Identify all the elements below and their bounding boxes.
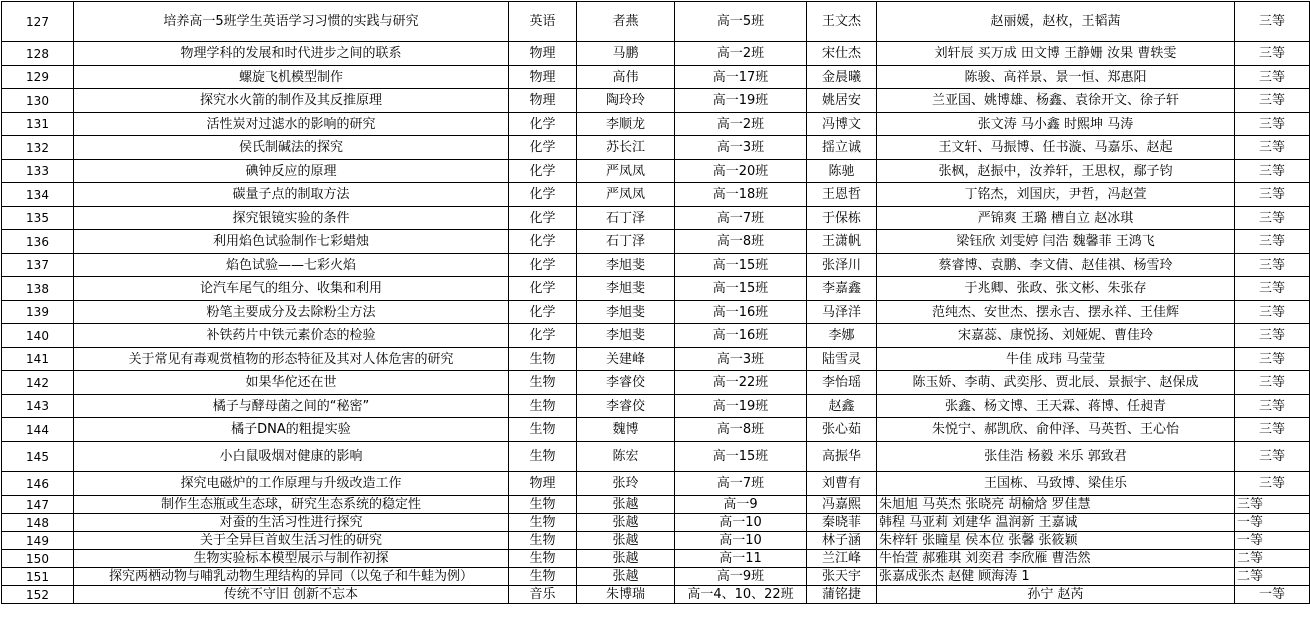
cell-subject: 化学 (509, 230, 577, 254)
table-row (2, 472, 1310, 496)
table-row (2, 42, 1310, 66)
cell-award: 三等 (1235, 113, 1310, 136)
cell-award: 三等 (1235, 277, 1310, 301)
cell-title: 侯氏制碱法的探究 (74, 136, 509, 160)
cell-members: 丁铭杰，刘国庆，尹哲，冯赵萱 (877, 183, 1235, 207)
cell-members: 范纯杰、安世杰、摆永吉、摆永祥、王佳辉 (877, 301, 1235, 324)
cell-subject: 生物 (509, 371, 577, 395)
cell-title: 橘子DNA的粗提实验 (74, 418, 509, 442)
cell-teacher: 张越 (577, 532, 675, 550)
cell-teacher: 苏长江 (577, 136, 675, 160)
cell-award: 三等 (1235, 254, 1310, 277)
cell-leader: 秦晓菲 (807, 514, 877, 532)
cell-subject: 生物 (509, 395, 577, 418)
cell-members: 张佳浩 杨毅 米乐 郭致君 (877, 442, 1235, 472)
cell-title: 探究电磁炉的工作原理与升级改造工作 (74, 472, 509, 496)
cell-leader: 姚居安 (807, 89, 877, 113)
cell-class: 高一22班 (675, 371, 807, 395)
cell-award: 三等 (1235, 183, 1310, 207)
cell-teacher: 严凤凤 (577, 183, 675, 207)
cell-leader: 王文杰 (807, 2, 877, 42)
cell-title: 活性炭对过滤水的影响的研究 (74, 113, 509, 136)
cell-subject: 音乐 (509, 586, 577, 604)
cell-teacher: 李顺龙 (577, 113, 675, 136)
cell-leader: 于保栋 (807, 207, 877, 230)
cell-award: 三等 (1235, 348, 1310, 371)
cell-no: 143 (2, 395, 74, 418)
cell-members: 朱梓轩 张瞳星 侯本位 张馨 张筱颖 (877, 532, 1235, 550)
cell-leader: 揺立诚 (807, 136, 877, 160)
cell-subject: 化学 (509, 301, 577, 324)
cell-teacher: 者燕 (577, 2, 675, 42)
table-row (2, 277, 1310, 301)
cell-leader: 兰江峰 (807, 550, 877, 568)
cell-teacher: 高伟 (577, 66, 675, 89)
cell-subject: 生物 (509, 514, 577, 532)
table-row (2, 2, 1310, 42)
cell-no: 136 (2, 230, 74, 254)
cell-no: 151 (2, 568, 74, 586)
cell-leader: 冯嘉熙 (807, 496, 877, 514)
cell-title: 碳量子点的制取方法 (74, 183, 509, 207)
cell-no: 127 (2, 2, 74, 42)
cell-title: 论汽车尾气的组分、收集和利用 (74, 277, 509, 301)
cell-teacher: 陶玲玲 (577, 89, 675, 113)
cell-teacher: 李睿佼 (577, 395, 675, 418)
cell-class: 高一9 (675, 496, 807, 514)
cell-members: 张鑫、杨文博、王天霖、蒋博、任昶青 (877, 395, 1235, 418)
cell-teacher: 朱博瑞 (577, 586, 675, 604)
cell-leader: 高振华 (807, 442, 877, 472)
cell-class: 高一3班 (675, 348, 807, 371)
cell-members: 刘轩辰 买万成 田文博 王静姗 汝果 曹轶雯 (877, 42, 1235, 66)
cell-class: 高一19班 (675, 395, 807, 418)
cell-members: 孙宁 赵芮 (877, 586, 1235, 604)
cell-members: 陈玉娇、李萌、武奕彤、贾北辰、景振宇、赵保成 (877, 371, 1235, 395)
cell-award: 三等 (1235, 472, 1310, 496)
cell-subject: 英语 (509, 2, 577, 42)
cell-teacher: 石丁泽 (577, 207, 675, 230)
cell-subject: 物理 (509, 472, 577, 496)
cell-subject: 生物 (509, 568, 577, 586)
table-body (2, 2, 1310, 604)
cell-leader: 刘曹有 (807, 472, 877, 496)
cell-no: 132 (2, 136, 74, 160)
cell-members: 张枫，赵振中，汝养轩，王思权，鄢子钧 (877, 160, 1235, 183)
cell-members: 张嘉成张杰 赵健 顾海涛 1 (877, 568, 1235, 586)
cell-award: 二等 (1235, 568, 1310, 586)
table-row (2, 496, 1310, 514)
cell-title: 螺旋飞机模型制作 (74, 66, 509, 89)
cell-teacher: 李旭斐 (577, 324, 675, 348)
cell-title: 小白鼠吸烟对健康的影响 (74, 442, 509, 472)
cell-class: 高一8班 (675, 418, 807, 442)
table-row (2, 418, 1310, 442)
cell-award: 三等 (1235, 230, 1310, 254)
cell-award: 三等 (1235, 160, 1310, 183)
cell-no: 145 (2, 442, 74, 472)
cell-award: 三等 (1235, 301, 1310, 324)
cell-members: 朱旭旭 马英杰 张晓亮 胡榆焓 罗佳慧 (877, 496, 1235, 514)
cell-no: 150 (2, 550, 74, 568)
table-row (2, 183, 1310, 207)
cell-award: 三等 (1235, 136, 1310, 160)
cell-title: 物理学科的发展和时代进步之间的联系 (74, 42, 509, 66)
cell-members: 张文涛 马小鑫 时熙坤 马涛 (877, 113, 1235, 136)
cell-title: 培养高一5班学生英语学习习惯的实践与研究 (74, 2, 509, 42)
cell-teacher: 张越 (577, 496, 675, 514)
cell-class: 高一16班 (675, 324, 807, 348)
cell-members: 赵丽媛，赵枚，王韬茜 (877, 2, 1235, 42)
cell-teacher: 张越 (577, 514, 675, 532)
cell-award: 三等 (1235, 89, 1310, 113)
cell-members: 宋嘉蕊、康悦扬、刘娅妮、曹佳玲 (877, 324, 1235, 348)
cell-subject: 化学 (509, 207, 577, 230)
cell-title: 补铁药片中铁元素价态的检验 (74, 324, 509, 348)
cell-no: 131 (2, 113, 74, 136)
table-row (2, 371, 1310, 395)
cell-award: 三等 (1235, 418, 1310, 442)
cell-class: 高一16班 (675, 301, 807, 324)
cell-no: 142 (2, 371, 74, 395)
cell-class: 高一7班 (675, 472, 807, 496)
cell-class: 高一11 (675, 550, 807, 568)
cell-members: 王文轩、马振博、任书漩、马嘉乐、赵起 (877, 136, 1235, 160)
cell-subject: 生物 (509, 348, 577, 371)
cell-members: 陈骏、高祥景、景一恒、郑惠阳 (877, 66, 1235, 89)
cell-class: 高一10 (675, 514, 807, 532)
cell-members: 朱悦宁、郝凯欣、俞仲泽、马英哲、王心怡 (877, 418, 1235, 442)
cell-title: 碘钟反应的原理 (74, 160, 509, 183)
cell-leader: 李怡瑶 (807, 371, 877, 395)
cell-subject: 化学 (509, 324, 577, 348)
cell-award: 三等 (1235, 324, 1310, 348)
cell-title: 对蚕的生活习性进行探究 (74, 514, 509, 532)
cell-title: 制作生态瓶或生态球，研究生态系统的稳定性 (74, 496, 509, 514)
cell-teacher: 李睿佼 (577, 371, 675, 395)
cell-teacher: 关建峰 (577, 348, 675, 371)
cell-subject: 化学 (509, 160, 577, 183)
cell-leader: 李嘉鑫 (807, 277, 877, 301)
cell-title: 焰色试验——七彩火焰 (74, 254, 509, 277)
table-row (2, 532, 1310, 550)
cell-title: 橘子与酵母菌之间的“秘密” (74, 395, 509, 418)
cell-no: 141 (2, 348, 74, 371)
cell-teacher: 张玲 (577, 472, 675, 496)
table-row (2, 136, 1310, 160)
cell-class: 高一19班 (675, 89, 807, 113)
cell-award: 二等 (1235, 550, 1310, 568)
cell-no: 152 (2, 586, 74, 604)
table-row (2, 586, 1310, 604)
cell-title: 探究水火箭的制作及其反推原理 (74, 89, 509, 113)
cell-subject: 化学 (509, 136, 577, 160)
table-row (2, 207, 1310, 230)
cell-title: 传统不守旧 创新不忘本 (74, 586, 509, 604)
cell-award: 三等 (1235, 66, 1310, 89)
cell-members: 牛佳 成玮 马莹莹 (877, 348, 1235, 371)
cell-members: 于兆卿、张政、张文彬、朱张存 (877, 277, 1235, 301)
cell-title: 关于全异巨首蚁生活习性的研究 (74, 532, 509, 550)
cell-members: 王国栋、马致博、梁佳乐 (877, 472, 1235, 496)
cell-leader: 冯博文 (807, 113, 877, 136)
table-row (2, 324, 1310, 348)
cell-no: 130 (2, 89, 74, 113)
cell-subject: 生物 (509, 418, 577, 442)
cell-teacher: 魏博 (577, 418, 675, 442)
cell-teacher: 张越 (577, 568, 675, 586)
cell-subject: 生物 (509, 550, 577, 568)
cell-teacher: 马鹏 (577, 42, 675, 66)
cell-title: 关于常见有毒观赏植物的形态特征及其对人体危害的研究 (74, 348, 509, 371)
cell-award: 三等 (1235, 496, 1310, 514)
cell-no: 144 (2, 418, 74, 442)
cell-class: 高一8班 (675, 230, 807, 254)
cell-title: 探究两栖动物与哺乳动物生理结构的异同（以兔子和牛蛙为例） (74, 568, 509, 586)
table-row (2, 395, 1310, 418)
cell-class: 高一17班 (675, 66, 807, 89)
cell-leader: 马泽洋 (807, 301, 877, 324)
cell-teacher: 陈宏 (577, 442, 675, 472)
table-row (2, 230, 1310, 254)
cell-members: 梁钰欣 刘雯婷 闫浩 魏馨菲 王鸿飞 (877, 230, 1235, 254)
cell-title: 利用焰色试验制作七彩蜡烛 (74, 230, 509, 254)
cell-subject: 生物 (509, 532, 577, 550)
cell-no: 146 (2, 472, 74, 496)
cell-no: 140 (2, 324, 74, 348)
cell-class: 高一7班 (675, 207, 807, 230)
cell-teacher: 严凤凤 (577, 160, 675, 183)
table-row (2, 442, 1310, 472)
cell-award: 三等 (1235, 42, 1310, 66)
cell-teacher: 石丁泽 (577, 230, 675, 254)
table-row (2, 66, 1310, 89)
cell-subject: 物理 (509, 89, 577, 113)
cell-class: 高一15班 (675, 442, 807, 472)
cell-no: 139 (2, 301, 74, 324)
cell-members: 严锦爽 王璐 槽自立 赵冰琪 (877, 207, 1235, 230)
cell-no: 148 (2, 514, 74, 532)
cell-leader: 蒲铭捷 (807, 586, 877, 604)
cell-leader: 宋仕杰 (807, 42, 877, 66)
table-row (2, 160, 1310, 183)
cell-subject: 生物 (509, 496, 577, 514)
cell-leader: 王恩哲 (807, 183, 877, 207)
table-row (2, 514, 1310, 532)
cell-award: 三等 (1235, 395, 1310, 418)
cell-class: 高一2班 (675, 113, 807, 136)
cell-no: 129 (2, 66, 74, 89)
cell-no: 134 (2, 183, 74, 207)
cell-members: 韩程 马亚莉 刘建华 温润新 王嘉诚 (877, 514, 1235, 532)
cell-leader: 张天宇 (807, 568, 877, 586)
cell-title: 生物实验标本模型展示与制作初探 (74, 550, 509, 568)
table-row (2, 568, 1310, 586)
cell-teacher: 李旭斐 (577, 301, 675, 324)
cell-leader: 陆雪灵 (807, 348, 877, 371)
cell-subject: 物理 (509, 66, 577, 89)
cell-no: 149 (2, 532, 74, 550)
cell-award: 三等 (1235, 207, 1310, 230)
cell-leader: 张心茹 (807, 418, 877, 442)
cell-leader: 陈驰 (807, 160, 877, 183)
cell-no: 137 (2, 254, 74, 277)
table-row (2, 89, 1310, 113)
cell-class: 高一18班 (675, 183, 807, 207)
cell-members: 牛怡萱 郝雅琪 刘奕君 李欣雁 曹浩然 (877, 550, 1235, 568)
cell-no: 133 (2, 160, 74, 183)
cell-class: 高一2班 (675, 42, 807, 66)
cell-teacher: 张越 (577, 550, 675, 568)
cell-no: 147 (2, 496, 74, 514)
cell-leader: 王潇帆 (807, 230, 877, 254)
cell-leader: 李娜 (807, 324, 877, 348)
cell-subject: 化学 (509, 277, 577, 301)
table-row (2, 550, 1310, 568)
cell-award: 三等 (1235, 2, 1310, 42)
table-row (2, 348, 1310, 371)
cell-subject: 化学 (509, 254, 577, 277)
cell-award: 一等 (1235, 586, 1310, 604)
cell-class: 高一5班 (675, 2, 807, 42)
cell-subject: 生物 (509, 442, 577, 472)
table-row (2, 113, 1310, 136)
cell-award: 一等 (1235, 514, 1310, 532)
table-row (2, 301, 1310, 324)
project-award-table (1, 1, 1310, 604)
cell-leader: 金晨曦 (807, 66, 877, 89)
cell-class: 高一9班 (675, 568, 807, 586)
cell-title: 粉笔主要成分及去除粉尘方法 (74, 301, 509, 324)
cell-members: 蔡睿博、袁鹏、李文倩、赵佳祺、杨雪玲 (877, 254, 1235, 277)
cell-class: 高一4、10、22班 (675, 586, 807, 604)
cell-leader: 赵鑫 (807, 395, 877, 418)
cell-class: 高一3班 (675, 136, 807, 160)
cell-class: 高一10 (675, 532, 807, 550)
cell-award: 三等 (1235, 442, 1310, 472)
cell-award: 三等 (1235, 371, 1310, 395)
cell-subject: 化学 (509, 113, 577, 136)
cell-subject: 物理 (509, 42, 577, 66)
cell-no: 138 (2, 277, 74, 301)
cell-class: 高一15班 (675, 277, 807, 301)
cell-no: 128 (2, 42, 74, 66)
cell-leader: 张泽川 (807, 254, 877, 277)
cell-teacher: 李旭斐 (577, 277, 675, 301)
cell-title: 探究银镜实验的条件 (74, 207, 509, 230)
cell-leader: 林子涵 (807, 532, 877, 550)
cell-award: 一等 (1235, 532, 1310, 550)
table-row (2, 254, 1310, 277)
cell-members: 兰亚国、姚博雄、杨鑫、袁徐开文、徐子轩 (877, 89, 1235, 113)
cell-subject: 化学 (509, 183, 577, 207)
cell-class: 高一15班 (675, 254, 807, 277)
cell-no: 135 (2, 207, 74, 230)
cell-teacher: 李旭斐 (577, 254, 675, 277)
cell-class: 高一20班 (675, 160, 807, 183)
cell-title: 如果华佗还在世 (74, 371, 509, 395)
